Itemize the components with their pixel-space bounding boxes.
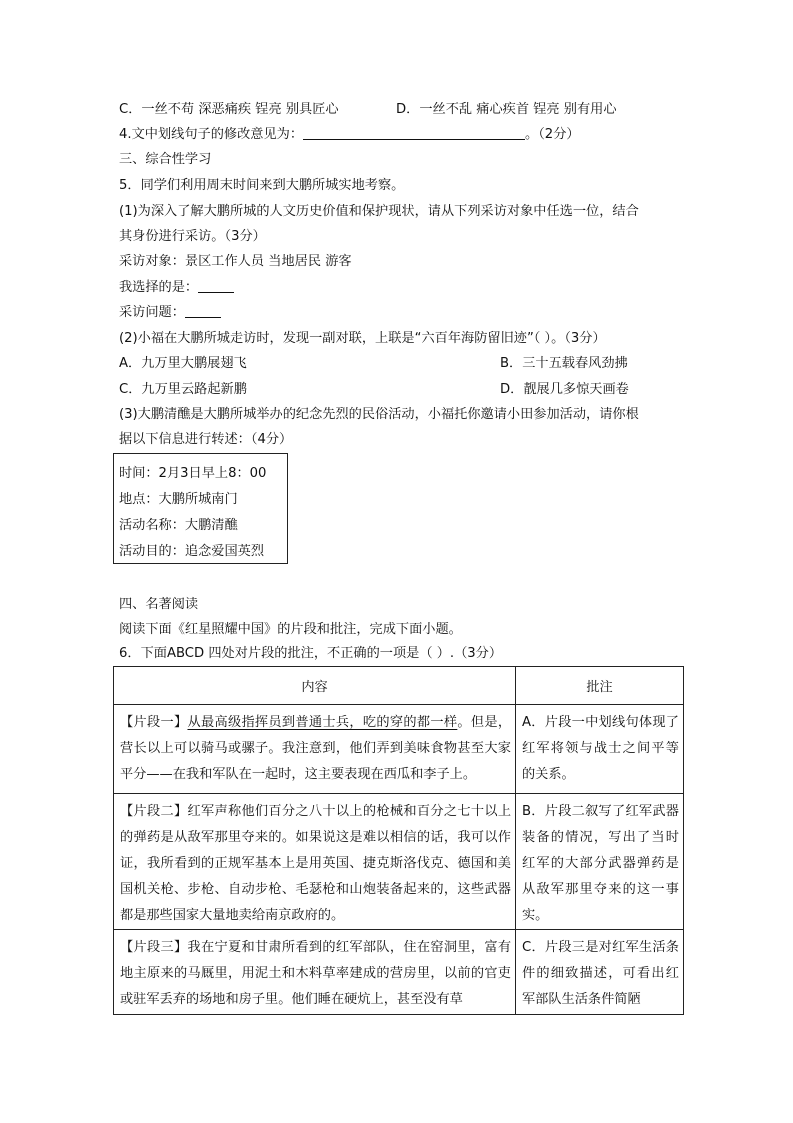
q3-option-c: C．一丝不苟 深恶痛疾 锃亮 别具匠心: [119, 102, 339, 117]
excerpt-3: [114, 930, 516, 1015]
activity-purpose: 活动目的：追念爱国英烈: [119, 544, 265, 559]
interview-question-label: 采访问题：: [119, 305, 185, 320]
note-a: [516, 705, 684, 794]
q5-part1-line1: (1)为深入了解大鹏所城的人文历史价值和保护现状，请从下列采访对象中任选一位，结合: [119, 204, 639, 219]
interview-question-line: [119, 304, 221, 322]
excerpt-1-tag: 【片段一】: [120, 715, 188, 730]
interview-targets: 采访对象：景区工作人员 当地居民 游客: [119, 254, 352, 269]
q3-option-d: D．一丝不乱 痛心疾首 锃亮 别有用心: [396, 102, 617, 117]
choice-label: 我选择的是：: [119, 280, 199, 295]
q5-part2: (2)小福在大鹏所城走访时，发现一副对联，上联是“六百年海防留旧迹”（ ）。（3分）: [119, 331, 606, 346]
q4-tail: 。（2分）: [525, 127, 580, 142]
q5-option-a: A．九万里大鹏展翅飞: [119, 356, 247, 371]
note-b-text: B．片段二叙写了红军武器装备的情况，写出了当时红军的大部分武器弹药是从敌军那里夺来的这一事实。: [522, 804, 679, 923]
excerpt-1-text: 。但是，营长以上可以骑马或骡子。我注意到，他们弄到美味食物甚至大家平分——在我和军队在一起时，这主要表现在西瓜和李子上。: [120, 715, 512, 782]
note-c: [516, 930, 684, 1015]
choice-blank[interactable]: [198, 292, 234, 293]
excerpts-table: [113, 666, 684, 1015]
note-c-text: C．片段三是对红军生活条件的细致描述，可看出红军部队生活条件简陋: [522, 940, 679, 1007]
header-note: 批注: [516, 667, 684, 705]
question-6-stem: 6．下面ABCD 四处对片段的批注，不正确的一项是（ ）.（3分）: [119, 646, 503, 661]
q4-text: 4.文中划线句子的修改意见为：: [119, 127, 304, 142]
excerpt-3-tag: 【片段三】: [120, 940, 188, 955]
question-5-stem: 5．同学们利用周末时间来到大鹏所城实地考察。: [119, 178, 405, 193]
q5-option-b: B．三十五载春风劲拂: [500, 356, 628, 371]
excerpt-2-text: 红军声称他们百分之八十以上的枪械和百分之七十以上的弹药是从敌军那里夺来的。如果说这是难以相信的话，我可以作证，我所看到的正规军基本上是用英国、捷克斯洛伐克、德国和美国机关枪、步枪、自动步枪、毛瑟枪和山炮装备起来的，这些武器都是那些国家大量地卖给南京政府的。: [120, 804, 512, 923]
excerpt-2-tag: 【片段二】: [120, 804, 188, 819]
activity-time: 时间：2月3日早上8：00: [119, 466, 267, 481]
q5-option-c: C．九万里云路起新鹏: [119, 382, 247, 397]
table-row: [114, 794, 684, 930]
excerpt-1-underlined: 从最高级指挥员到普通士兵，吃的穿的都一样: [187, 715, 458, 730]
q5-option-d: D．靓展几多惊天画卷: [500, 382, 629, 397]
excerpt-1: [114, 705, 516, 794]
table-row: [114, 930, 684, 1015]
activity-info-box: [113, 453, 288, 564]
header-content: 内容: [114, 667, 516, 705]
excerpt-3-text: 我在宁夏和甘肃所看到的红军部队，住在窑洞里，富有地主原来的马厩里，用泥土和木料草率建成的营房里，以前的官吏或驻军丢弃的场地和房子里。他们睡在硬炕上，甚至没有草: [120, 940, 512, 1007]
question-4: [119, 126, 580, 144]
q5-part1-line2: 其身份进行采访。（3分）: [119, 229, 266, 244]
note-b: [516, 794, 684, 930]
section-3-title: 三、综合性学习: [119, 152, 212, 167]
answer-blank[interactable]: [303, 139, 525, 140]
activity-name: 活动名称：大鹏清醮: [119, 518, 238, 533]
table-header-row: [114, 667, 684, 705]
excerpt-2: [114, 794, 516, 930]
table-row: [114, 705, 684, 794]
section-4-title: 四、名著阅读: [119, 597, 199, 612]
q5-part3-line1: (3)大鹏清醮是大鹏所城举办的纪念先烈的民俗活动，小福托你邀请小田参加活动，请你根: [119, 407, 639, 422]
choice-line: [119, 279, 234, 297]
note-a-text: A．片段一中划线句体现了红军将领与战士之间平等的关系。: [522, 715, 679, 782]
activity-place: 地点：大鹏所城南门: [119, 492, 238, 507]
q5-part3-line2: 据以下信息进行转述：（4分）: [119, 432, 293, 447]
question-blank[interactable]: [185, 317, 221, 318]
section-4-intro: 阅读下面《红星照耀中国》的片段和批注，完成下面小题。: [119, 622, 462, 637]
